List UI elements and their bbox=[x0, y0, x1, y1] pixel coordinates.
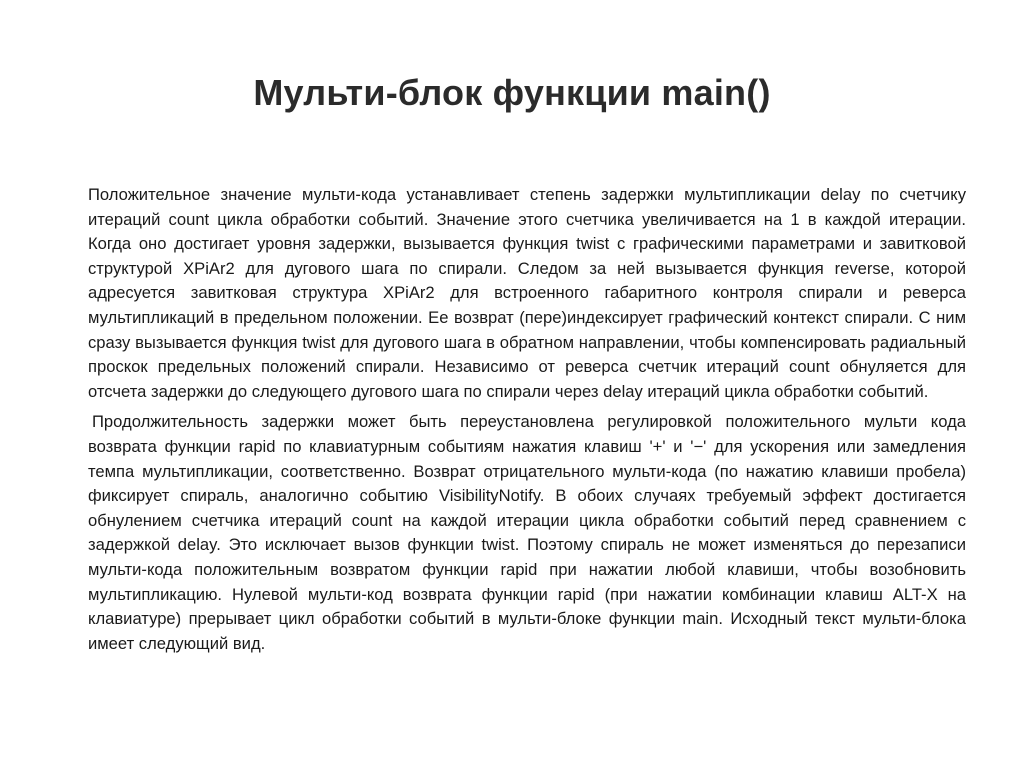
paragraph-delay-description: Положительное значение мульти-кода устанавливает степень задержки мультипликации delay по счетчику итераций count цикла обработки событий. Значение этого счетчика увеличивается на 1 в каждой итерации. Когда оно достигает уровня задержки, вызывается функция twist с графическими параметрами и завитковой структурой XPiAr2 для дугового шага по спирали. Следом за ней вызывается функция reverse, которой адресуется завитковая структура XPiAr2 для встроенного габаритного контроля спирали и реверса мультипликаций в предельном положении. Ее возврат (пере)индексирует графический контекст спирали. С ним сразу вызывается функция twist для дугового шага в обратном направлении, чтобы компенсировать радиальный проскок предельных положений спирали. Независимо от реверса счетчик итераций count обнуляется для отсчета задержки до следующего дугового шага по спирали через delay итераций цикла обработки событий. bbox=[88, 185, 966, 401]
paragraph-rapid-description: Продолжительность задержки может быть переустановлена регулировкой положительного мульти кода возврата функции rapid по клавиатурным событиям нажатия клавиш '+' и '−' для ускорения или замедления темпа мультипликации, соответственно. Возврат отрицательного мульти-кода (по нажатию клавиши пробела) фиксирует спираль, аналогично событию VisibilityNotify. В обоих случаях требуемый эффект достигается обнулением счетчика итераций count на каждой итерации цикла обработки событий перед сравнением с задержкой delay. Это исключает вызов функции twist. Поэтому спираль не может изменяться до перезаписи мульти-кода положительным возвратом функции rapid при нажатии любой клавиши, чтобы возобновить мультипликацию. Нулевой мульти-код возврата функции rapid (при нажатии комбинации клавиш ALT-X на клавиатуре) прерывает цикл обработки событий в мульти-блоке функции main. Исходный текст мульти-блока имеет следующий вид. bbox=[88, 412, 966, 653]
slide-body bbox=[88, 183, 966, 662]
slide-title: Мульти-блок функции main() bbox=[253, 72, 771, 113]
